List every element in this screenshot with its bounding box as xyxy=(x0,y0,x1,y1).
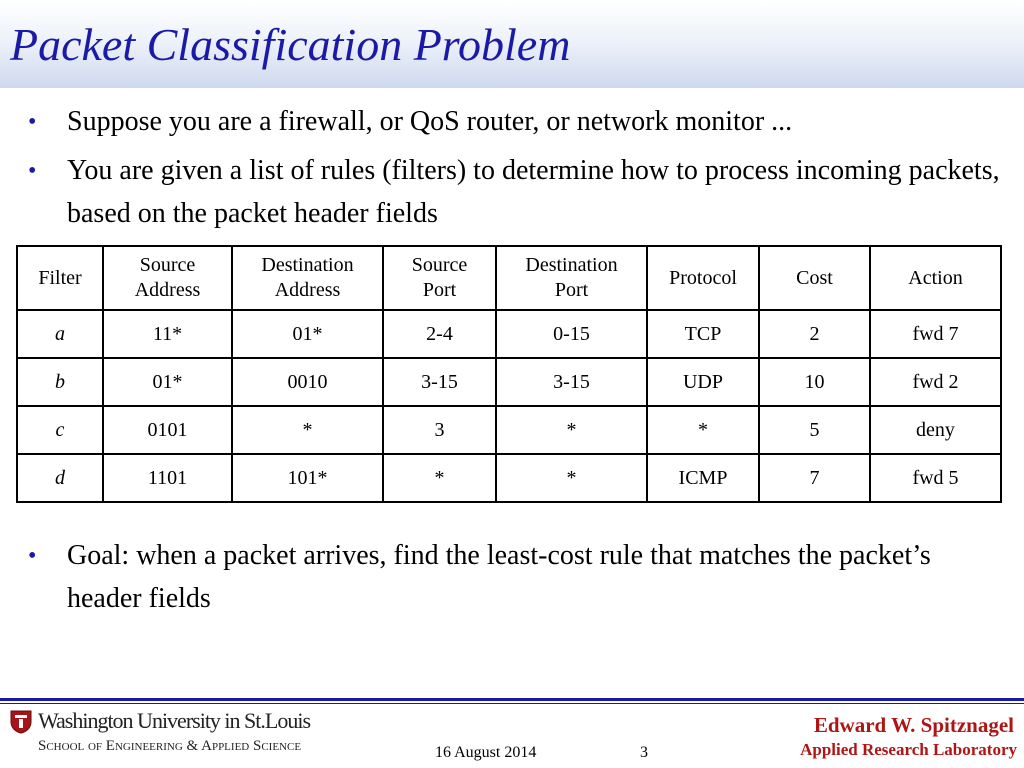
cell-source-address: 11* xyxy=(103,310,232,358)
cell-destination-address: * xyxy=(232,406,383,454)
cell-destination-address: 01* xyxy=(232,310,383,358)
cell-destination-address: 101* xyxy=(232,454,383,502)
cell-action: deny xyxy=(870,406,1001,454)
university-name: Washington University in St.Louis xyxy=(38,708,311,733)
cell-source-port: 3-15 xyxy=(383,358,496,406)
university-logo xyxy=(10,708,340,760)
table-row xyxy=(17,358,1001,406)
school-name: School of Engineering & Applied Science xyxy=(38,738,302,754)
bullet-dot-icon: • xyxy=(28,109,37,135)
bullet-text: Goal: when a packet arrives, find the least-cost rule that matches the packet’s header fields xyxy=(67,540,931,614)
footer-divider-thin xyxy=(0,703,1024,704)
cell-cost: 7 xyxy=(759,454,870,502)
author-name: Edward W. Spitznagel xyxy=(813,713,1014,737)
cell-action: fwd 5 xyxy=(870,454,1001,502)
table-row xyxy=(17,406,1001,454)
cell-filter: c xyxy=(17,406,103,454)
cell-protocol: UDP xyxy=(647,358,759,406)
cell-filter: d xyxy=(17,454,103,502)
footer-divider xyxy=(0,698,1024,701)
cell-source-port: 2-4 xyxy=(383,310,496,358)
header-source-address: Source Address xyxy=(103,246,232,310)
header-destination-address: Destination Address xyxy=(232,246,383,310)
header-cost: Cost xyxy=(759,246,870,310)
cell-destination-port: 3-15 xyxy=(496,358,647,406)
cell-destination-port: * xyxy=(496,406,647,454)
header-destination-port: Destination Port xyxy=(496,246,647,310)
cell-source-port: * xyxy=(383,454,496,502)
cell-cost: 5 xyxy=(759,406,870,454)
cell-source-address: 0101 xyxy=(103,406,232,454)
header-source-port: Source Port xyxy=(383,246,496,310)
cell-destination-port: * xyxy=(496,454,647,502)
lab-name: Applied Research Laboratory xyxy=(800,740,1017,759)
cell-cost: 2 xyxy=(759,310,870,358)
cell-destination-address: 0010 xyxy=(232,358,383,406)
table-header-row xyxy=(17,246,1001,310)
slide-title: Packet Classification Problem xyxy=(10,19,571,70)
bullet-text: You are given a list of rules (filters) to determine how to process incoming packets, based on the packet header fields xyxy=(67,155,1000,229)
cell-protocol: TCP xyxy=(647,310,759,358)
header-action: Action xyxy=(870,246,1001,310)
table-row xyxy=(17,454,1001,502)
bullet-dot-icon: • xyxy=(28,543,37,569)
cell-cost: 10 xyxy=(759,358,870,406)
cell-source-port: 3 xyxy=(383,406,496,454)
cell-action: fwd 7 xyxy=(870,310,1001,358)
cell-destination-port: 0-15 xyxy=(496,310,647,358)
bullet-text: Suppose you are a firewall, or QoS router, or network monitor ... xyxy=(67,106,793,137)
bullet-dot-icon: • xyxy=(28,158,37,184)
cell-filter: b xyxy=(17,358,103,406)
shield-icon xyxy=(10,710,32,734)
cell-action: fwd 2 xyxy=(870,358,1001,406)
slide-date: 16 August 2014 xyxy=(435,744,537,761)
cell-source-address: 1101 xyxy=(103,454,232,502)
cell-filter: a xyxy=(17,310,103,358)
cell-protocol: * xyxy=(647,406,759,454)
page-number: 3 xyxy=(640,744,648,761)
cell-source-address: 01* xyxy=(103,358,232,406)
header-filter: Filter xyxy=(17,246,103,310)
table-row xyxy=(17,310,1001,358)
header-protocol: Protocol xyxy=(647,246,759,310)
cell-protocol: ICMP xyxy=(647,454,759,502)
rules-table xyxy=(16,245,1002,503)
